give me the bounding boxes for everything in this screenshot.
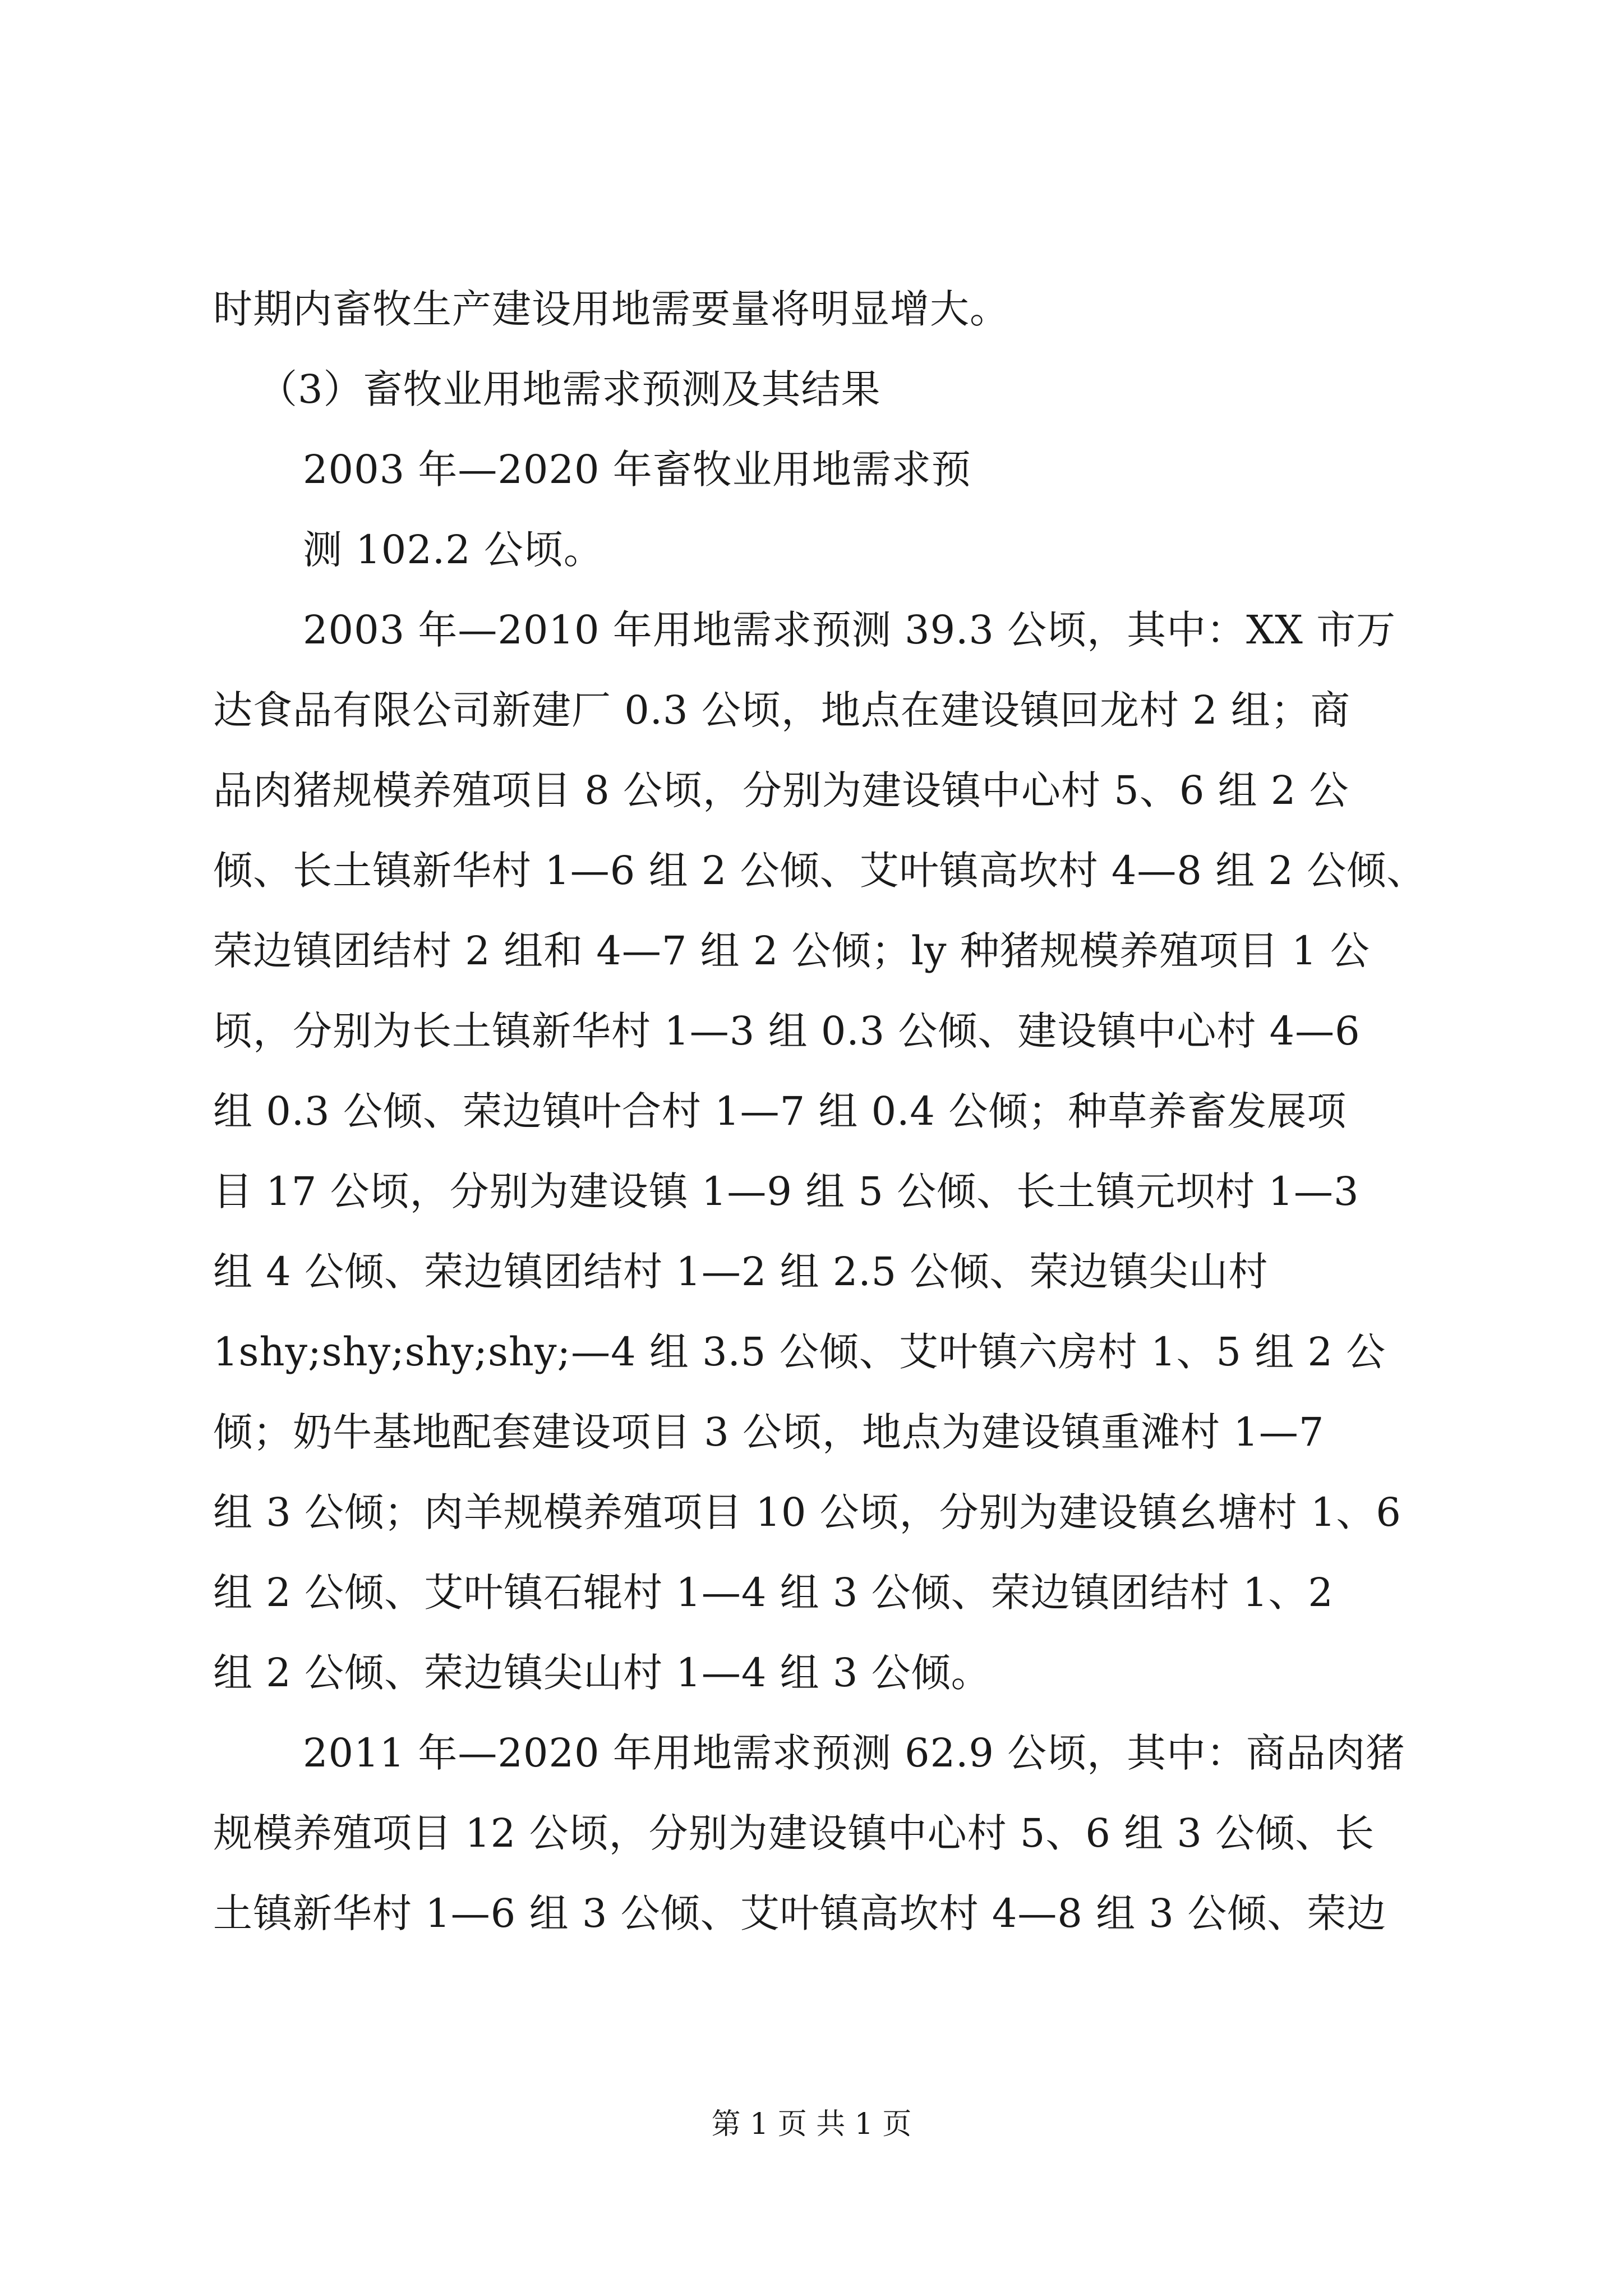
text-line: 组 0.3 公倾、荣边镇叶合村 1—7 组 0.4 公倾；种草养畜发展项: [213, 1088, 1347, 1134]
text-line: 倾；奶牛基地配套建设项目 3 公顷，地点为建设镇重滩村 1—7: [213, 1409, 1325, 1455]
text-line: 达食品有限公司新建厂 0.3 公顷，地点在建设镇回龙村 2 组；商: [213, 687, 1350, 733]
text-line: 目 17 公顷，分别为建设镇 1—9 组 5 公倾、长土镇元坝村 1—3: [213, 1168, 1359, 1214]
page-footer: 第 1 页 共 1 页: [711, 2108, 912, 2141]
text-line: 土镇新华村 1—6 组 3 公倾、艾叶镇高坎村 4—8 组 3 公倾、荣边: [213, 1890, 1387, 1936]
text-line: 组 4 公倾、荣边镇团结村 1—2 组 2.5 公倾、荣边镇尖山村: [213, 1249, 1269, 1295]
text-line: 荣边镇团结村 2 组和 4—7 组 2 公倾；ly 种猪规模养殖项目 1 公: [213, 928, 1370, 974]
text-line: 1shy;shy;shy;shy;—4 组 3.5 公倾、艾叶镇六房村 1、5 组 2 公: [213, 1329, 1386, 1375]
document-body: [213, 269, 1481, 1954]
text-line: 2003 年—2010 年用地需求预测 39.3 公顷，其中：XX 市万: [303, 607, 1396, 653]
text-line: 倾、长土镇新华村 1—6 组 2 公倾、艾叶镇高坎村 4—8 组 2 公倾、: [213, 848, 1427, 894]
text-line: 测 102.2 公顷。: [303, 527, 603, 573]
section-heading: （3）畜牧业用地需求预测及其结果: [258, 366, 881, 412]
text-line: 品肉猪规模养殖项目 8 公顷，分别为建设镇中心村 5、6 组 2 公: [213, 767, 1349, 813]
text-line: 规模养殖项目 12 公顷，分别为建设镇中心村 5、6 组 3 公倾、长: [213, 1810, 1375, 1856]
text-line: 组 3 公倾；肉羊规模养殖项目 10 公顷，分别为建设镇幺塘村 1、6: [213, 1489, 1401, 1535]
text-line: 顷，分别为长土镇新华村 1—3 组 0.3 公倾、建设镇中心村 4—6: [213, 1008, 1361, 1054]
text-line: 组 2 公倾、艾叶镇石辊村 1—4 组 3 公倾、荣边镇团结村 1、2: [213, 1570, 1334, 1616]
text-line: 时期内畜牧生产建设用地需要量将明显增大。: [213, 286, 1009, 332]
text-line: 2003 年—2020 年畜牧业用地需求预: [303, 447, 971, 493]
text-line: 组 2 公倾、荣边镇尖山村 1—4 组 3 公倾。: [213, 1650, 991, 1696]
text-line: 2011 年—2020 年用地需求预测 62.9 公顷，其中：商品肉猪: [303, 1730, 1406, 1776]
